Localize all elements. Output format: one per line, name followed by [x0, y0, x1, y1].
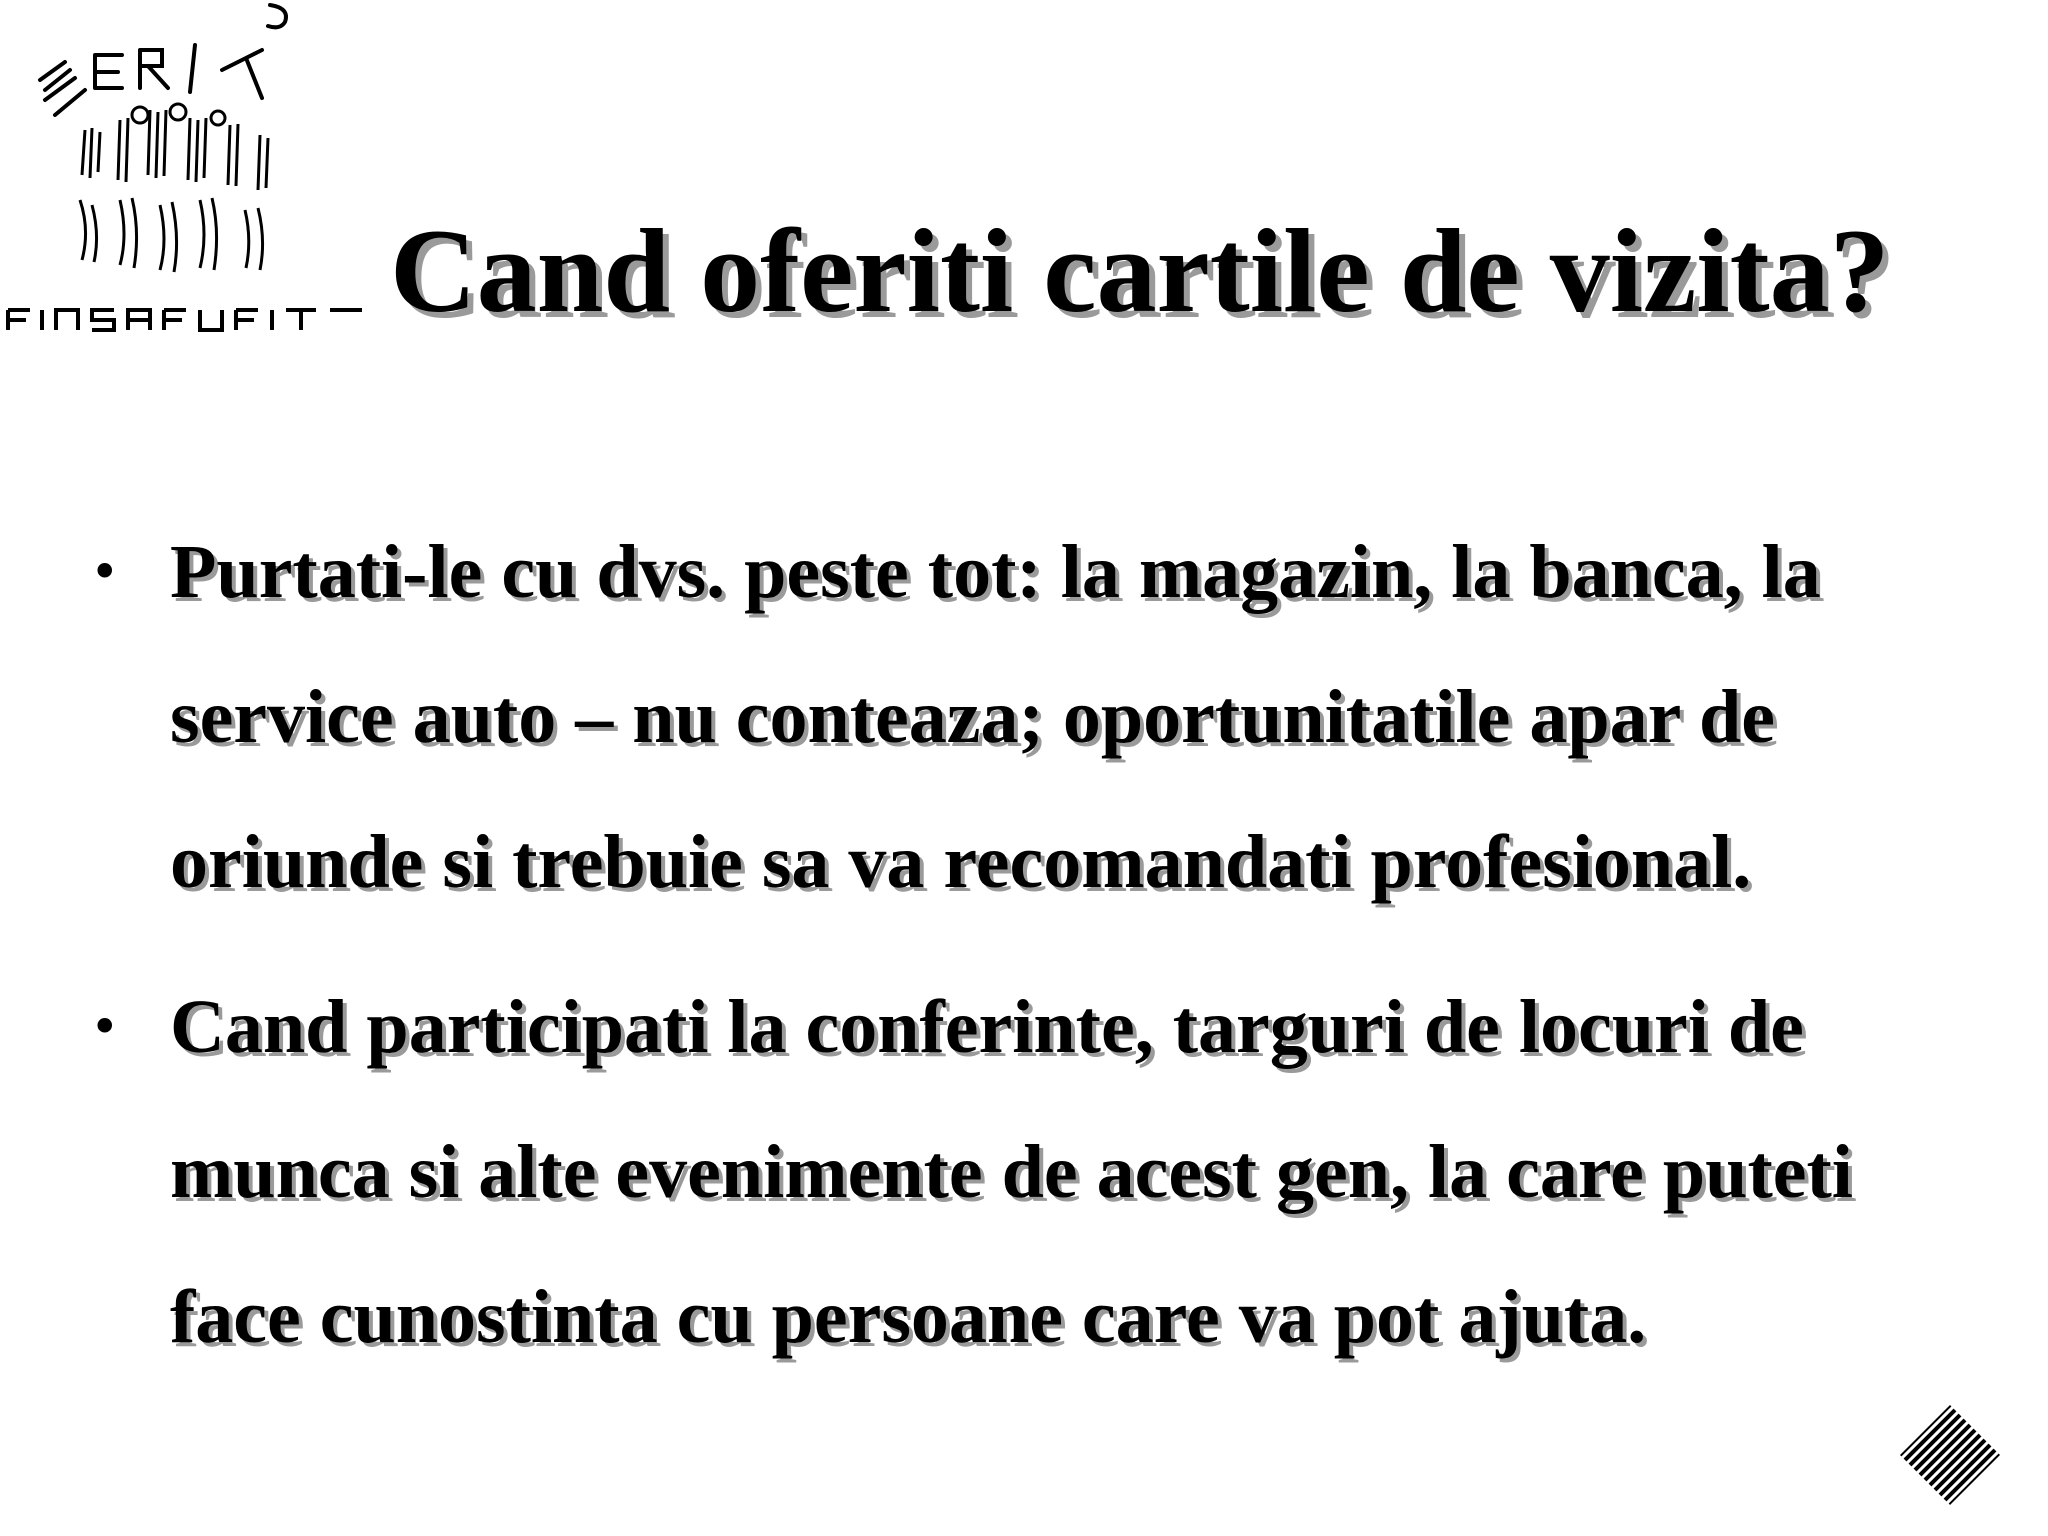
slide-title: Cand oferiti cartile de vizita? [390, 204, 1890, 337]
striped-diamond-icon [1900, 1405, 2000, 1505]
bullet-text: Purtati-le cu dvs. peste tot: la magazin, la banca, la service auto – nu conteaza; oportunitatile apar de oriunde si trebuie sa va recomandati profesional. [170, 530, 1821, 904]
list-item [85, 500, 1985, 935]
merit-logo-icon [0, 0, 370, 345]
bullet-marker: • [90, 998, 120, 1056]
bullet-text: Cand participati la conferinte, targuri de locuri de munca si alte evenimente de acest gen, la care puteti face cunostinta cu persoane care va pot ajuta. [170, 985, 1853, 1359]
list-item [85, 955, 1985, 1390]
bullet-list [85, 500, 1985, 1390]
bullet-marker: • [90, 543, 120, 601]
